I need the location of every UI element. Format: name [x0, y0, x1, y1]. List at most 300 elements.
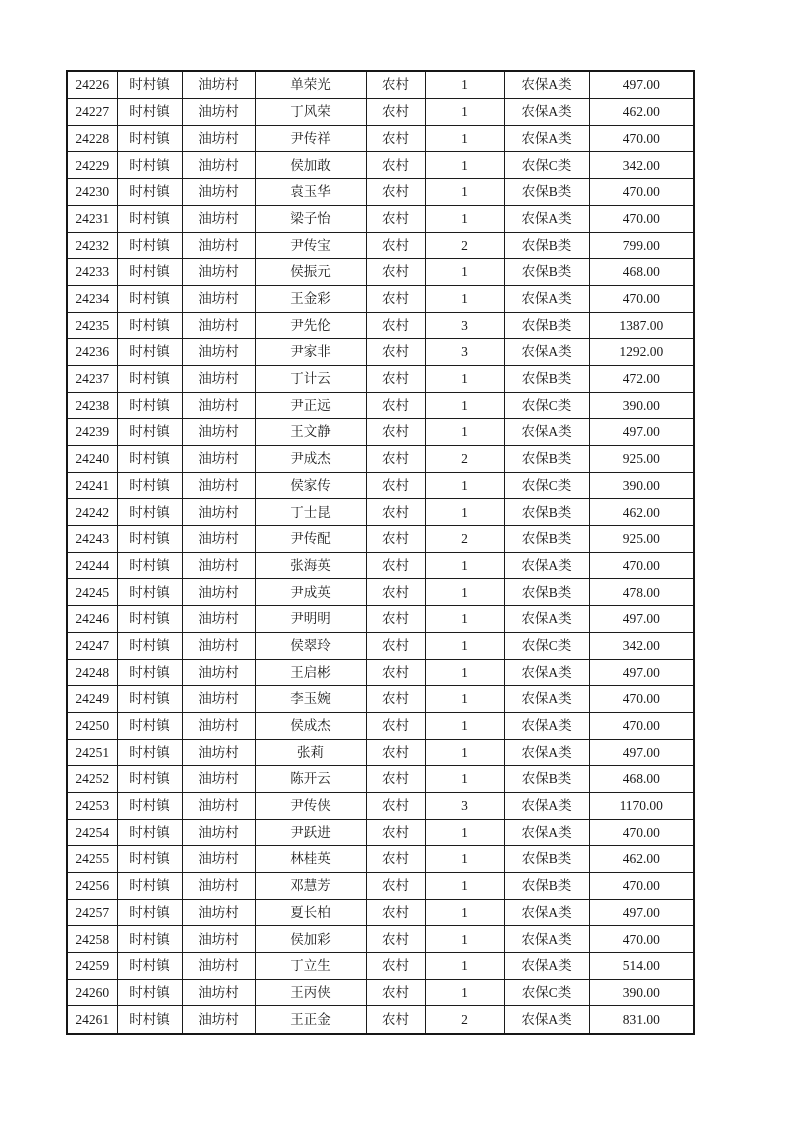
cell-village: 油坊村 — [182, 659, 255, 686]
cell-town: 时村镇 — [117, 125, 182, 152]
cell-household_type: 农村 — [366, 552, 425, 579]
table-row — [67, 739, 694, 766]
cell-household_type: 农村 — [366, 179, 425, 206]
cell-serial: 24255 — [67, 846, 117, 873]
cell-name: 丁立生 — [255, 953, 366, 980]
cell-amount: 470.00 — [589, 179, 694, 206]
cell-person_count: 1 — [425, 392, 504, 419]
cell-person_count: 1 — [425, 606, 504, 633]
cell-household_type: 农村 — [366, 499, 425, 526]
cell-name: 王正金 — [255, 1006, 366, 1034]
cell-household_type: 农村 — [366, 526, 425, 553]
cell-insurance_category: 农保B类 — [504, 179, 589, 206]
cell-name: 张海英 — [255, 552, 366, 579]
cell-insurance_category: 农保C类 — [504, 979, 589, 1006]
cell-insurance_category: 农保B类 — [504, 579, 589, 606]
cell-insurance_category: 农保A类 — [504, 926, 589, 953]
cell-insurance_category: 农保B类 — [504, 499, 589, 526]
table-row — [67, 179, 694, 206]
cell-person_count: 1 — [425, 152, 504, 179]
cell-town: 时村镇 — [117, 632, 182, 659]
cell-household_type: 农村 — [366, 205, 425, 232]
cell-name: 单荣光 — [255, 71, 366, 99]
cell-household_type: 农村 — [366, 472, 425, 499]
cell-town: 时村镇 — [117, 979, 182, 1006]
cell-town: 时村镇 — [117, 232, 182, 259]
cell-town: 时村镇 — [117, 205, 182, 232]
cell-village: 油坊村 — [182, 365, 255, 392]
cell-serial: 24239 — [67, 419, 117, 446]
cell-household_type: 农村 — [366, 686, 425, 713]
cell-insurance_category: 农保B类 — [504, 766, 589, 793]
cell-insurance_category: 农保A类 — [504, 1006, 589, 1034]
cell-insurance_category: 农保C类 — [504, 632, 589, 659]
cell-insurance_category: 农保A类 — [504, 339, 589, 366]
cell-household_type: 农村 — [366, 232, 425, 259]
cell-village: 油坊村 — [182, 686, 255, 713]
cell-amount: 468.00 — [589, 766, 694, 793]
cell-name: 尹传祥 — [255, 125, 366, 152]
cell-insurance_category: 农保B类 — [504, 312, 589, 339]
cell-village: 油坊村 — [182, 953, 255, 980]
cell-serial: 24252 — [67, 766, 117, 793]
cell-household_type: 农村 — [366, 606, 425, 633]
cell-village: 油坊村 — [182, 312, 255, 339]
cell-person_count: 3 — [425, 312, 504, 339]
cell-village: 油坊村 — [182, 792, 255, 819]
cell-household_type: 农村 — [366, 152, 425, 179]
cell-village: 油坊村 — [182, 712, 255, 739]
cell-household_type: 农村 — [366, 899, 425, 926]
cell-insurance_category: 农保A类 — [504, 792, 589, 819]
table-row — [67, 579, 694, 606]
cell-serial: 24242 — [67, 499, 117, 526]
table-row — [67, 472, 694, 499]
cell-amount: 1387.00 — [589, 312, 694, 339]
cell-village: 油坊村 — [182, 899, 255, 926]
cell-town: 时村镇 — [117, 446, 182, 473]
cell-village: 油坊村 — [182, 552, 255, 579]
table-row — [67, 899, 694, 926]
cell-insurance_category: 农保B类 — [504, 526, 589, 553]
cell-serial: 24253 — [67, 792, 117, 819]
table-row — [67, 659, 694, 686]
cell-amount: 799.00 — [589, 232, 694, 259]
cell-insurance_category: 农保A类 — [504, 899, 589, 926]
cell-town: 时村镇 — [117, 819, 182, 846]
cell-village: 油坊村 — [182, 1006, 255, 1034]
cell-town: 时村镇 — [117, 365, 182, 392]
table-row — [67, 365, 694, 392]
cell-village: 油坊村 — [182, 419, 255, 446]
cell-name: 尹先伦 — [255, 312, 366, 339]
cell-town: 时村镇 — [117, 792, 182, 819]
cell-town: 时村镇 — [117, 686, 182, 713]
cell-person_count: 1 — [425, 205, 504, 232]
cell-town: 时村镇 — [117, 1006, 182, 1034]
cell-household_type: 农村 — [366, 579, 425, 606]
cell-town: 时村镇 — [117, 339, 182, 366]
cell-name: 尹传侠 — [255, 792, 366, 819]
cell-insurance_category: 农保C类 — [504, 152, 589, 179]
cell-amount: 390.00 — [589, 472, 694, 499]
cell-insurance_category: 农保A类 — [504, 419, 589, 446]
table-row — [67, 792, 694, 819]
cell-insurance_category: 农保A类 — [504, 99, 589, 126]
cell-person_count: 1 — [425, 926, 504, 953]
cell-amount: 514.00 — [589, 953, 694, 980]
cell-amount: 497.00 — [589, 739, 694, 766]
cell-name: 尹成杰 — [255, 446, 366, 473]
cell-town: 时村镇 — [117, 766, 182, 793]
cell-household_type: 农村 — [366, 125, 425, 152]
table-row — [67, 419, 694, 446]
table-row — [67, 1006, 694, 1034]
cell-insurance_category: 农保A类 — [504, 71, 589, 99]
cell-household_type: 农村 — [366, 71, 425, 99]
cell-person_count: 1 — [425, 71, 504, 99]
table-row — [67, 499, 694, 526]
cell-name: 陈开云 — [255, 766, 366, 793]
cell-name: 尹跃进 — [255, 819, 366, 846]
table-row — [67, 339, 694, 366]
table-row — [67, 953, 694, 980]
cell-serial: 24244 — [67, 552, 117, 579]
cell-amount: 462.00 — [589, 846, 694, 873]
cell-person_count: 1 — [425, 846, 504, 873]
cell-household_type: 农村 — [366, 766, 425, 793]
cell-name: 侯成杰 — [255, 712, 366, 739]
table-row — [67, 312, 694, 339]
cell-amount: 925.00 — [589, 526, 694, 553]
cell-amount: 470.00 — [589, 285, 694, 312]
cell-amount: 470.00 — [589, 686, 694, 713]
cell-household_type: 农村 — [366, 979, 425, 1006]
cell-amount: 470.00 — [589, 873, 694, 900]
cell-serial: 24235 — [67, 312, 117, 339]
cell-town: 时村镇 — [117, 99, 182, 126]
cell-village: 油坊村 — [182, 179, 255, 206]
cell-person_count: 1 — [425, 632, 504, 659]
cell-serial: 24238 — [67, 392, 117, 419]
cell-name: 袁玉华 — [255, 179, 366, 206]
cell-name: 王金彩 — [255, 285, 366, 312]
cell-person_count: 1 — [425, 819, 504, 846]
cell-name: 尹传宝 — [255, 232, 366, 259]
cell-amount: 462.00 — [589, 499, 694, 526]
cell-household_type: 农村 — [366, 953, 425, 980]
table-row — [67, 766, 694, 793]
cell-town: 时村镇 — [117, 419, 182, 446]
cell-person_count: 2 — [425, 1006, 504, 1034]
cell-household_type: 农村 — [366, 632, 425, 659]
cell-household_type: 农村 — [366, 846, 425, 873]
cell-town: 时村镇 — [117, 899, 182, 926]
cell-serial: 24246 — [67, 606, 117, 633]
cell-village: 油坊村 — [182, 446, 255, 473]
cell-amount: 497.00 — [589, 899, 694, 926]
cell-serial: 24241 — [67, 472, 117, 499]
cell-amount: 470.00 — [589, 712, 694, 739]
cell-village: 油坊村 — [182, 926, 255, 953]
roster-table — [66, 70, 695, 1035]
cell-town: 时村镇 — [117, 712, 182, 739]
cell-household_type: 农村 — [366, 659, 425, 686]
cell-name: 尹传配 — [255, 526, 366, 553]
cell-name: 王启彬 — [255, 659, 366, 686]
cell-serial: 24231 — [67, 205, 117, 232]
cell-person_count: 1 — [425, 712, 504, 739]
cell-insurance_category: 农保B类 — [504, 446, 589, 473]
cell-person_count: 1 — [425, 365, 504, 392]
cell-person_count: 1 — [425, 659, 504, 686]
cell-serial: 24226 — [67, 71, 117, 99]
cell-household_type: 农村 — [366, 419, 425, 446]
cell-town: 时村镇 — [117, 499, 182, 526]
table-row — [67, 846, 694, 873]
cell-name: 侯加敢 — [255, 152, 366, 179]
cell-household_type: 农村 — [366, 312, 425, 339]
cell-serial: 24261 — [67, 1006, 117, 1034]
cell-name: 林桂英 — [255, 846, 366, 873]
cell-village: 油坊村 — [182, 579, 255, 606]
cell-person_count: 1 — [425, 259, 504, 286]
table-body — [67, 71, 694, 1034]
cell-serial: 24227 — [67, 99, 117, 126]
cell-town: 时村镇 — [117, 926, 182, 953]
cell-village: 油坊村 — [182, 152, 255, 179]
table-row — [67, 606, 694, 633]
cell-household_type: 农村 — [366, 392, 425, 419]
cell-village: 油坊村 — [182, 739, 255, 766]
cell-household_type: 农村 — [366, 819, 425, 846]
cell-name: 尹成英 — [255, 579, 366, 606]
cell-name: 丁风荣 — [255, 99, 366, 126]
cell-amount: 470.00 — [589, 926, 694, 953]
cell-person_count: 1 — [425, 686, 504, 713]
cell-insurance_category: 农保A类 — [504, 712, 589, 739]
cell-amount: 831.00 — [589, 1006, 694, 1034]
cell-town: 时村镇 — [117, 579, 182, 606]
cell-serial: 24250 — [67, 712, 117, 739]
cell-person_count: 3 — [425, 339, 504, 366]
cell-amount: 478.00 — [589, 579, 694, 606]
cell-household_type: 农村 — [366, 1006, 425, 1034]
cell-village: 油坊村 — [182, 632, 255, 659]
cell-insurance_category: 农保A类 — [504, 686, 589, 713]
table-row — [67, 259, 694, 286]
cell-amount: 342.00 — [589, 152, 694, 179]
cell-serial: 24232 — [67, 232, 117, 259]
cell-village: 油坊村 — [182, 606, 255, 633]
cell-serial: 24233 — [67, 259, 117, 286]
cell-amount: 342.00 — [589, 632, 694, 659]
cell-town: 时村镇 — [117, 739, 182, 766]
cell-insurance_category: 农保A类 — [504, 125, 589, 152]
cell-village: 油坊村 — [182, 873, 255, 900]
cell-village: 油坊村 — [182, 259, 255, 286]
cell-amount: 497.00 — [589, 71, 694, 99]
cell-serial: 24254 — [67, 819, 117, 846]
cell-amount: 470.00 — [589, 819, 694, 846]
table-row — [67, 712, 694, 739]
cell-town: 时村镇 — [117, 259, 182, 286]
cell-household_type: 农村 — [366, 259, 425, 286]
cell-name: 李玉婉 — [255, 686, 366, 713]
cell-town: 时村镇 — [117, 953, 182, 980]
cell-insurance_category: 农保B类 — [504, 846, 589, 873]
cell-name: 丁计云 — [255, 365, 366, 392]
table-row — [67, 232, 694, 259]
cell-amount: 497.00 — [589, 606, 694, 633]
cell-village: 油坊村 — [182, 819, 255, 846]
table-row — [67, 99, 694, 126]
cell-insurance_category: 农保B类 — [504, 873, 589, 900]
cell-serial: 24248 — [67, 659, 117, 686]
cell-insurance_category: 农保B类 — [504, 259, 589, 286]
cell-village: 油坊村 — [182, 339, 255, 366]
cell-amount: 470.00 — [589, 205, 694, 232]
cell-town: 时村镇 — [117, 472, 182, 499]
cell-person_count: 1 — [425, 125, 504, 152]
cell-household_type: 农村 — [366, 712, 425, 739]
cell-village: 油坊村 — [182, 766, 255, 793]
table-row — [67, 152, 694, 179]
cell-amount: 497.00 — [589, 659, 694, 686]
table-row — [67, 205, 694, 232]
cell-person_count: 2 — [425, 232, 504, 259]
cell-household_type: 农村 — [366, 446, 425, 473]
cell-serial: 24245 — [67, 579, 117, 606]
cell-village: 油坊村 — [182, 71, 255, 99]
cell-serial: 24260 — [67, 979, 117, 1006]
table-row — [67, 125, 694, 152]
cell-amount: 470.00 — [589, 125, 694, 152]
cell-household_type: 农村 — [366, 99, 425, 126]
cell-serial: 24259 — [67, 953, 117, 980]
cell-person_count: 1 — [425, 99, 504, 126]
cell-insurance_category: 农保C类 — [504, 472, 589, 499]
cell-household_type: 农村 — [366, 792, 425, 819]
cell-amount: 462.00 — [589, 99, 694, 126]
cell-amount: 1170.00 — [589, 792, 694, 819]
cell-serial: 24251 — [67, 739, 117, 766]
cell-person_count: 1 — [425, 499, 504, 526]
table-row — [67, 71, 694, 99]
cell-amount: 468.00 — [589, 259, 694, 286]
cell-person_count: 1 — [425, 552, 504, 579]
table-row — [67, 686, 694, 713]
cell-person_count: 1 — [425, 472, 504, 499]
cell-village: 油坊村 — [182, 979, 255, 1006]
cell-person_count: 3 — [425, 792, 504, 819]
cell-name: 尹明明 — [255, 606, 366, 633]
cell-name: 丁士昆 — [255, 499, 366, 526]
cell-insurance_category: 农保A类 — [504, 659, 589, 686]
table-row — [67, 285, 694, 312]
cell-person_count: 1 — [425, 419, 504, 446]
cell-town: 时村镇 — [117, 179, 182, 206]
cell-serial: 24249 — [67, 686, 117, 713]
cell-insurance_category: 农保A类 — [504, 953, 589, 980]
cell-serial: 24243 — [67, 526, 117, 553]
cell-person_count: 1 — [425, 179, 504, 206]
cell-insurance_category: 农保B类 — [504, 365, 589, 392]
cell-town: 时村镇 — [117, 873, 182, 900]
cell-insurance_category: 农保C类 — [504, 392, 589, 419]
cell-person_count: 1 — [425, 979, 504, 1006]
cell-village: 油坊村 — [182, 99, 255, 126]
table-row — [67, 632, 694, 659]
cell-amount: 1292.00 — [589, 339, 694, 366]
cell-person_count: 1 — [425, 953, 504, 980]
cell-name: 侯家传 — [255, 472, 366, 499]
cell-insurance_category: 农保A类 — [504, 285, 589, 312]
cell-household_type: 农村 — [366, 285, 425, 312]
cell-town: 时村镇 — [117, 846, 182, 873]
cell-insurance_category: 农保A类 — [504, 552, 589, 579]
cell-town: 时村镇 — [117, 285, 182, 312]
cell-village: 油坊村 — [182, 472, 255, 499]
cell-name: 王文静 — [255, 419, 366, 446]
cell-serial: 24256 — [67, 873, 117, 900]
cell-name: 王丙侠 — [255, 979, 366, 1006]
cell-amount: 497.00 — [589, 419, 694, 446]
cell-person_count: 1 — [425, 899, 504, 926]
cell-person_count: 1 — [425, 579, 504, 606]
cell-village: 油坊村 — [182, 392, 255, 419]
cell-town: 时村镇 — [117, 606, 182, 633]
cell-serial: 24257 — [67, 899, 117, 926]
cell-person_count: 2 — [425, 446, 504, 473]
cell-serial: 24247 — [67, 632, 117, 659]
cell-person_count: 1 — [425, 739, 504, 766]
cell-town: 时村镇 — [117, 526, 182, 553]
cell-town: 时村镇 — [117, 152, 182, 179]
cell-name: 侯振元 — [255, 259, 366, 286]
cell-name: 夏长柏 — [255, 899, 366, 926]
cell-amount: 470.00 — [589, 552, 694, 579]
cell-name: 梁子怡 — [255, 205, 366, 232]
cell-insurance_category: 农保A类 — [504, 739, 589, 766]
cell-amount: 390.00 — [589, 392, 694, 419]
cell-amount: 925.00 — [589, 446, 694, 473]
cell-household_type: 农村 — [366, 926, 425, 953]
cell-serial: 24237 — [67, 365, 117, 392]
cell-serial: 24230 — [67, 179, 117, 206]
cell-town: 时村镇 — [117, 71, 182, 99]
table-row — [67, 819, 694, 846]
cell-insurance_category: 农保A类 — [504, 205, 589, 232]
cell-amount: 390.00 — [589, 979, 694, 1006]
cell-serial: 24236 — [67, 339, 117, 366]
cell-person_count: 1 — [425, 285, 504, 312]
cell-amount: 472.00 — [589, 365, 694, 392]
cell-village: 油坊村 — [182, 232, 255, 259]
cell-serial: 24228 — [67, 125, 117, 152]
cell-person_count: 1 — [425, 873, 504, 900]
cell-village: 油坊村 — [182, 125, 255, 152]
cell-name: 尹家非 — [255, 339, 366, 366]
cell-household_type: 农村 — [366, 339, 425, 366]
table-row — [67, 979, 694, 1006]
cell-name: 侯加彩 — [255, 926, 366, 953]
cell-name: 侯翠玲 — [255, 632, 366, 659]
table-row — [67, 552, 694, 579]
cell-town: 时村镇 — [117, 312, 182, 339]
cell-insurance_category: 农保B类 — [504, 232, 589, 259]
cell-town: 时村镇 — [117, 392, 182, 419]
